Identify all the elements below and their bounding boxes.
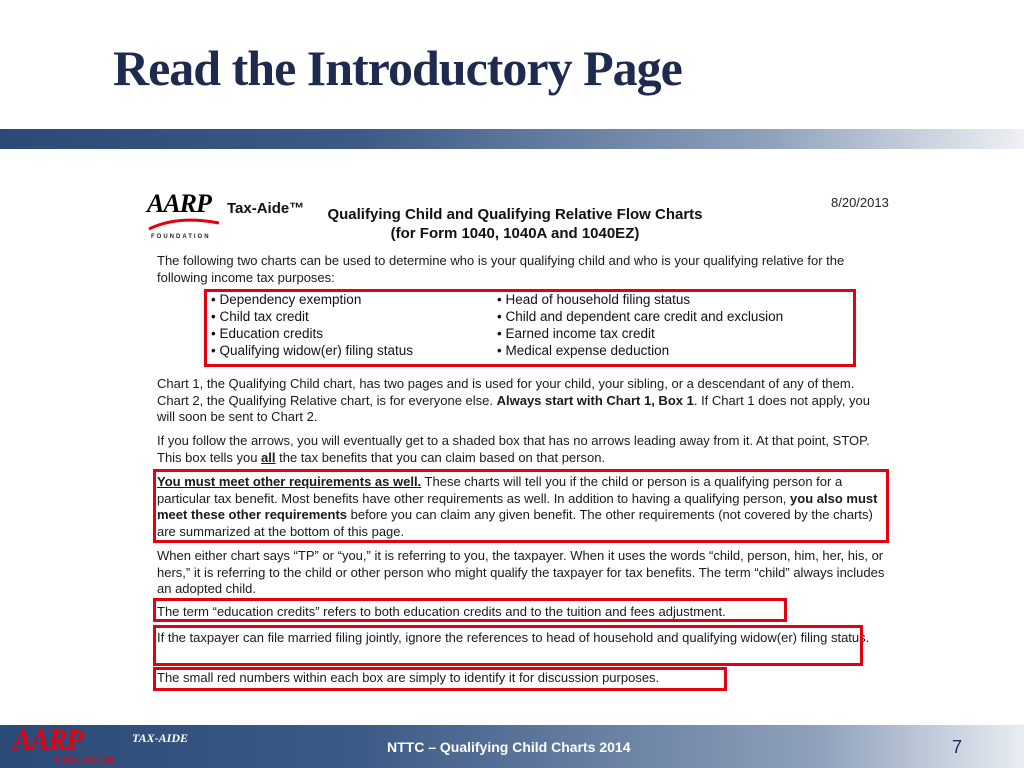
red-numbers-paragraph: The small red numbers within each box are simply to identify it for discussion purposes. [157,670,660,685]
document-title [315,205,715,243]
chart1-emphasis: Always start with Chart 1, Box 1 [496,392,694,408]
requirements-text: These charts will tell you if the child or person is a qualifying person for a particular tax benefit. Most benefits have other requirements as well. In addition to having a qualifying person, [157,474,843,506]
purpose-item: • Child and dependent care credit and exclusion [497,308,783,325]
taxpayer-paragraph: When either chart says “TP” or “you,” it is referring to you, the taxpayer. When it uses the words “child, person, him, her, his, or hers,” it is referring to the child or other person who might qualify the taxpayer for tax benefits. The term “child” always includes an adopted child. [157,548,885,597]
requirements-emphasis: you also must meet these other requirements [157,490,878,523]
arrows-emphasis: all [261,449,276,465]
arrows-text-end: the tax benefits that you can claim based on that person. [275,449,606,465]
highlight-box-requirements [153,469,889,543]
document-date: 8/20/2013 [831,195,889,210]
footer-taxaide-label: TAX-AIDE [132,731,189,745]
logo-taxaide-text: Tax-Aide™ [227,200,305,217]
arrows-paragraph [157,433,887,466]
chart1-text-end: . If Chart 1 does not apply, you will soon be sent to Chart 2. [157,392,870,425]
intro-paragraph: The following two charts can be used to determine who is your qualifying child and who is your qualifying relative for the following income tax purposes: [157,253,845,285]
education-paragraph: The term “education credits” refers to both education credits and to the tuition and fees adjustment. [157,604,726,619]
highlight-box-married-filing [153,625,863,666]
purpose-item: • Earned income tax credit [497,325,783,342]
swoosh-icon [147,217,221,231]
footer-aarp-text: AARP [13,725,83,756]
purpose-item: • Medical expense deduction [497,342,783,359]
highlight-box-red-numbers [153,667,727,691]
purpose-item: • Dependency exemption [211,291,413,308]
chart1-paragraph [157,376,887,426]
purpose-item: • Qualifying widow(er) filing status [211,342,413,359]
document-title-line2: (for Form 1040, 1040A and 1040EZ) [390,225,640,242]
logo-foundation-text: FOUNDATION [151,234,211,240]
slide-title: Read the Introductory Page [113,40,682,96]
requirements-text-end: before you can claim any given benefit. The other requirements (not covered by the charts) are summarized at the bottom of this page. [157,507,873,540]
aarp-taxaide-logo [147,190,307,240]
document-image [145,185,895,695]
page-number: 7 [952,737,963,757]
requirements-heading: You must meet other requirements as well. [157,474,422,489]
purpose-item: • Education credits [211,325,413,342]
footer-aarp-logo [3,726,128,766]
purpose-item: • Child tax credit [211,308,413,325]
chart1-text: Chart 1, the Qualifying Child chart, has two pages and is used for your child, your sibling, or a descendant of any of them. Chart 2, the Qualifying Relative chart, is for everyone else. [157,376,855,408]
married-filing-paragraph: If the taxpayer can file married filing jointly, ignore the references to head of household and qualifying widow(er) filing status. [157,630,870,645]
footer-foundation-text: FOUNDATION [55,755,114,765]
highlight-box-purposes [204,289,856,367]
purpose-item: • Head of household filing status [497,291,783,308]
logo-aarp-text: AARP [147,189,211,218]
document-title-line1: Qualifying Child and Qualifying Relative Flow Charts [327,206,703,223]
footer-caption: NTTC – Qualifying Child Charts 2014 [387,739,631,755]
arrows-text: If you follow the arrows, you will eventually get to a shaded box that has no arrows leading away from it. At that point, STOP. This box tells you [157,433,870,465]
highlight-box-education [153,598,787,622]
header-band [0,129,1024,149]
